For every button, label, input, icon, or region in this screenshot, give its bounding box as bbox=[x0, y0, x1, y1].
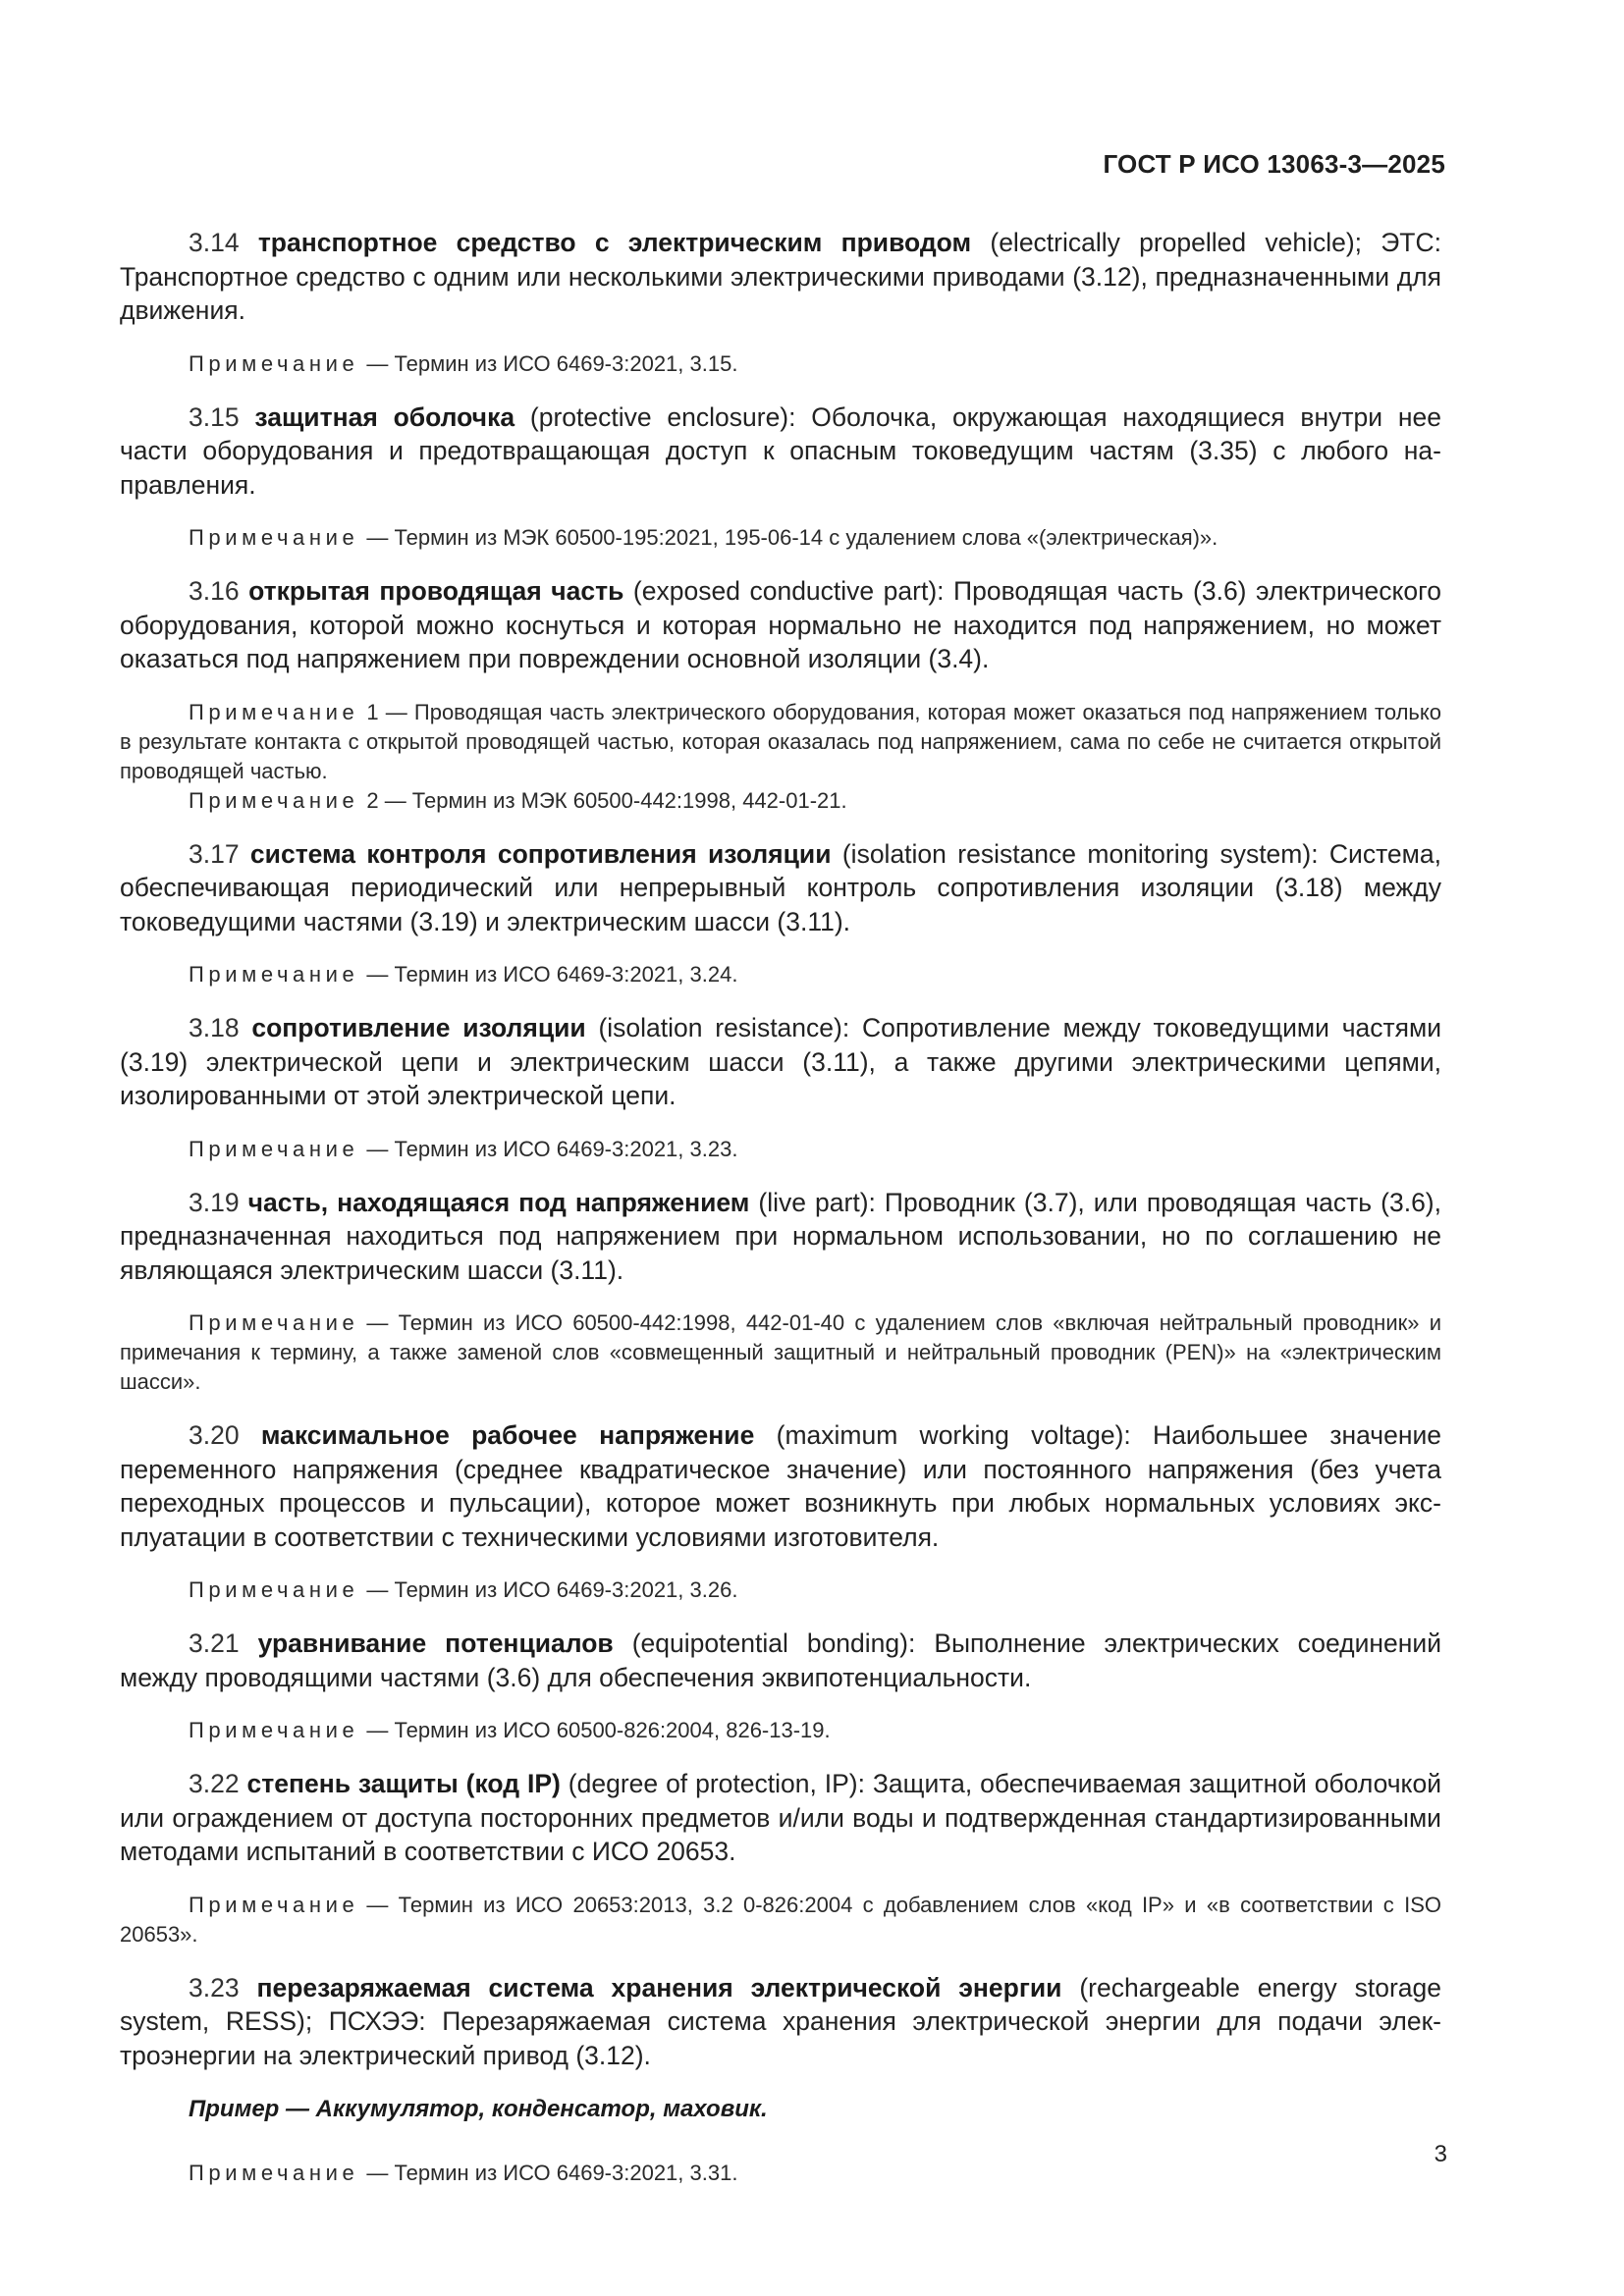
term-number: 3.15 bbox=[189, 401, 240, 432]
term-3-19 bbox=[120, 1186, 1441, 1288]
note-label: Примечание bbox=[189, 2161, 359, 2185]
note-label: Примечание bbox=[189, 962, 359, 987]
note-text: 1 — Проводящая часть электрического оборудования, которая может оказаться под напряжением только в результате контакта с открытой проводящей частью, которая оказалась под напряжением, сама по себе не считается открытой проводящей частью. bbox=[120, 699, 1441, 783]
note-text: — Термин из ИСО 60500-442:1998, 442-01-40 с удалением слов «включая нейтральный проводник» и примечания к термину, а также заменой слов «совмещенный защитный и нейтральный проводник (PEN)» на «электрическим шасси». bbox=[120, 1310, 1441, 1394]
note-text: — Термин из ИСО 20653:2013, 3.2 0-826:2004 с добавлением слов «код IP» и «в соответствии с ISO 20653». bbox=[120, 1892, 1441, 1947]
note-text: 2 — Термин из МЭК 60500-442:1998, 442-01-21. bbox=[366, 787, 847, 813]
term-example: Пример — Аккумулятор, конденсатор, маховик. bbox=[189, 2096, 768, 2122]
page-number: 3 bbox=[1434, 2141, 1447, 2167]
note-text: — Термин из ИСО 6469-3:2021, 3.26. bbox=[366, 1577, 738, 1602]
term-number: 3.22 bbox=[189, 1769, 240, 1798]
term-definition: (exposed conductive part): Проводящая часть (3.6) электрического оборудования, которой можно коснуться и которая нормально не находится под напряжением, но может оказаться под напряжением при повреждении основной изоляции (3.4). bbox=[120, 576, 1441, 673]
note-label: Примечание bbox=[189, 699, 359, 724]
term-note bbox=[120, 1891, 1441, 1949]
term-note bbox=[120, 2159, 1441, 2188]
term-definition: (isolation resistance monitoring system): Система, обеспечивающая периодический или непрерывный контроль сопротивления изоляции (3.18) между токоведущими частями (3.19) и электрическим шасси (3.11). bbox=[120, 838, 1441, 936]
term-3-21 bbox=[120, 1627, 1441, 1694]
term-definition: (isolation resistance): Сопротивление между токоведущими частями (3.19) электрической цепи и электрическим шасси (3.11), а также другими электрическими цепями, изолированными от этой электрической цепи. bbox=[120, 1013, 1441, 1110]
note-text: — Термин из МЭК 60500-195:2021, 195-06-14 с удалением слова «(электрическая)». bbox=[366, 525, 1218, 550]
term-3-14 bbox=[120, 226, 1441, 328]
term-note bbox=[120, 1716, 1441, 1745]
term-note bbox=[120, 786, 1441, 816]
term-number: 3.20 bbox=[189, 1420, 240, 1450]
term-note bbox=[120, 698, 1441, 786]
term-3-22 bbox=[120, 1767, 1441, 1869]
term-definition: (maximum working voltage): Наибольшее значение переменного напряжения (среднее квадратическое значение) или постоянного напряжения (без учета переходных процессов и пульсации), которое может возникнуть при любых нормальных условиях эксплуатации в соответствии с техническими условиями изготовителя. bbox=[120, 1420, 1441, 1552]
term-number: 3.19 bbox=[189, 1187, 240, 1217]
term-definition: (equipotential bonding): Выполнение электрических соединений между проводящими частями (3.6) для обеспечения эквипотенциальности. bbox=[120, 1629, 1441, 1692]
note-text: — Термин из ИСО 60500-826:2004, 826-13-19. bbox=[366, 1718, 831, 1742]
note-text: — Термин из ИСО 6469-3:2021, 3.23. bbox=[366, 1136, 738, 1161]
note-label: Примечание bbox=[189, 525, 359, 550]
term-note bbox=[120, 349, 1441, 379]
document-header: ГОСТ Р ИСО 13063-3—2025 bbox=[1103, 149, 1445, 179]
term-3-18 bbox=[120, 1011, 1441, 1113]
term-3-16 bbox=[120, 574, 1441, 676]
term-note bbox=[120, 1135, 1441, 1164]
note-label: Примечание bbox=[189, 350, 359, 376]
term-title: открытая проводящая часть bbox=[248, 576, 624, 606]
term-title: транспортное средство с электрическим приводом bbox=[257, 228, 972, 257]
note-label: Примечание bbox=[189, 1310, 359, 1335]
term-3-15 bbox=[120, 400, 1441, 503]
term-title: максимальное рабочее напряжение bbox=[260, 1420, 755, 1450]
term-number: 3.23 bbox=[189, 1972, 240, 2002]
term-title: система контроля сопротивления изоляции bbox=[249, 838, 832, 869]
term-number: 3.17 bbox=[189, 838, 240, 869]
term-title: степень защиты (код IP) bbox=[246, 1769, 561, 1798]
term-note bbox=[120, 1575, 1441, 1605]
term-definition: (live part): Проводник (3.7), или проводящая часть (3.6), предназначенная находиться под напряжением при нормальном использовании, но по соглашению не являющаяся электрическим шасси (3.11). bbox=[120, 1187, 1441, 1285]
term-number: 3.16 bbox=[189, 576, 240, 606]
term-note bbox=[120, 960, 1441, 989]
term-definition: (electrically propelled vehicle); ЭТС: Транспортное средство с одним или несколькими электрическими приводами (3.12), предназначенными для движения. bbox=[120, 228, 1441, 325]
term-title: уравнивание потенциалов bbox=[257, 1629, 614, 1658]
term-number: 3.21 bbox=[189, 1629, 240, 1658]
term-title: часть, находящаяся под напряжением bbox=[247, 1187, 750, 1217]
term-3-20 bbox=[120, 1418, 1441, 1554]
note-label: Примечание bbox=[189, 1136, 359, 1161]
term-definition: (protective enclosure): Оболочка, окружающая находящиеся внутри нее части оборудования и предотвращающая доступ к опасным токоведущим частям (3.35) с любого направления. bbox=[120, 401, 1441, 500]
note-text: — Термин из ИСО 6469-3:2021, 3.15. bbox=[366, 350, 738, 376]
term-number: 3.14 bbox=[189, 228, 240, 257]
term-definition: (rechargeable energy storage system, RESS); ПСХЭЭ: Перезаряжаемая система хранения электрической энергии для подачи электроэнергии на электрический привод (3.12). bbox=[120, 1972, 1441, 2070]
term-3-23 bbox=[120, 1971, 1441, 2073]
note-label: Примечание bbox=[189, 1718, 359, 1742]
terms-list bbox=[120, 226, 1441, 2210]
term-note bbox=[120, 1308, 1441, 1397]
term-definition: (degree of protection, IP): Защита, обеспечиваемая защитной оболочкой или ограждением от доступа посторонних предметов и/или воды и подтвержденная стандартизированными методами испытаний в соответствии с ИСО 20653. bbox=[120, 1769, 1441, 1866]
note-text: — Термин из ИСО 6469-3:2021, 3.31. bbox=[366, 2161, 738, 2185]
term-3-17 bbox=[120, 837, 1441, 939]
note-label: Примечание bbox=[189, 787, 359, 813]
note-text: — Термин из ИСО 6469-3:2021, 3.24. bbox=[366, 962, 738, 987]
note-label: Примечание bbox=[189, 1892, 359, 1917]
term-title: перезаряжаемая система хранения электрической энергии bbox=[256, 1972, 1062, 2002]
term-title: сопротивление изоляции bbox=[251, 1013, 586, 1042]
term-title: защитная оболочка bbox=[254, 401, 515, 432]
term-number: 3.18 bbox=[189, 1013, 240, 1042]
note-label: Примечание bbox=[189, 1577, 359, 1602]
term-note bbox=[120, 523, 1441, 553]
